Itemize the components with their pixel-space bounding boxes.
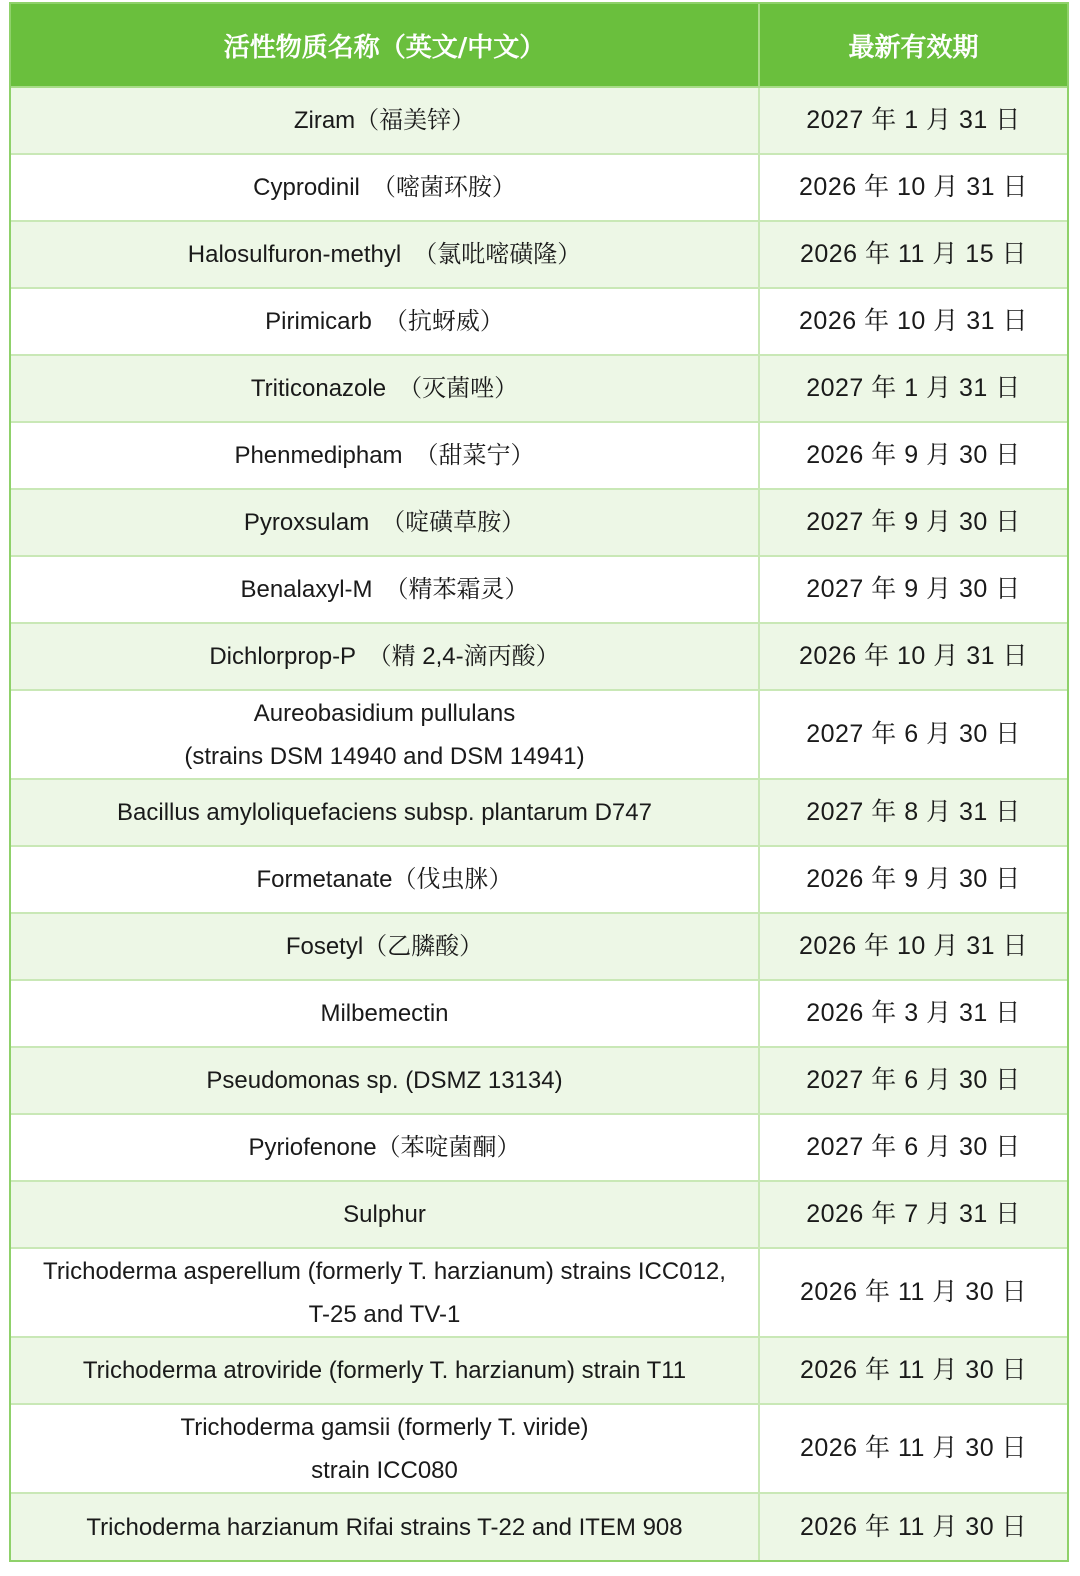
substance-name-line: Bacillus amyloliquefaciens subsp. plantarum D747 (117, 799, 652, 826)
substance-name-line: Halosulfuron-methyl （氯吡嘧磺隆） (187, 241, 582, 268)
expiry-date-cell: 2026 年 10 月 31 日 (759, 913, 1067, 980)
substance-name-cell (11, 355, 759, 422)
expiry-date-cell: 2026 年 3 月 31 日 (759, 980, 1067, 1047)
substance-name-line: Benalaxyl-M （精苯霜灵） (240, 576, 529, 603)
table-row (11, 154, 1067, 221)
table-row (11, 1404, 1067, 1493)
header-row (11, 4, 1067, 87)
table-row (11, 87, 1067, 154)
table-row (11, 779, 1067, 846)
table-header (11, 4, 1067, 87)
substance-name-line: Pirimicarb （抗蚜威） (265, 308, 504, 335)
substance-name-line: Trichoderma harzianum Rifai strains T-22 and ITEM 908 (86, 1513, 683, 1541)
substance-name-line: Trichoderma gamsii (formerly T. viride) (180, 1413, 589, 1441)
expiry-date-cell: 2026 年 9 月 30 日 (759, 846, 1067, 913)
substance-name-cell (11, 422, 759, 489)
active-substance-table (11, 4, 1067, 1560)
table-row (11, 1493, 1067, 1560)
substance-name-line: Triticonazole （灭菌唑） (250, 375, 519, 402)
table-row (11, 1047, 1067, 1114)
substance-name-line: Trichoderma asperellum (formerly T. harzianum) strains ICC012, (43, 1257, 726, 1285)
substance-name-cell (11, 87, 759, 154)
table-row (11, 489, 1067, 556)
table-row (11, 556, 1067, 623)
substance-name-cell (11, 779, 759, 846)
substance-name-line: Fosetyl（乙膦酸） (285, 933, 484, 960)
substance-name-cell (11, 913, 759, 980)
expiry-date-cell: 2027 年 9 月 30 日 (759, 489, 1067, 556)
expiry-date-cell: 2027 年 1 月 31 日 (759, 87, 1067, 154)
substance-name-line: Phenmedipham （甜菜宁） (234, 442, 535, 469)
expiry-date-cell: 2027 年 1 月 31 日 (759, 355, 1067, 422)
expiry-date-cell: 2026 年 10 月 31 日 (759, 154, 1067, 221)
substance-name-cell (11, 1337, 759, 1404)
header-expiry-date: 最新有效期 (759, 4, 1067, 87)
header-substance-name: 活性物质名称（英文/中文） (11, 4, 759, 87)
substance-name-cell (11, 1114, 759, 1181)
table-row (11, 221, 1067, 288)
table-row (11, 1337, 1067, 1404)
substance-name-line: Cyprodinil （嘧菌环胺） (253, 174, 516, 201)
substance-name-line: Formetanate（伐虫脒） (256, 866, 513, 893)
substance-name-line: Sulphur (343, 1201, 426, 1228)
substance-name-cell (11, 1404, 759, 1493)
table-row (11, 1248, 1067, 1337)
substance-name-line: Trichoderma atroviride (formerly T. harzianum) strain T11 (82, 1357, 687, 1384)
expiry-date-cell: 2026 年 11 月 30 日 (759, 1404, 1067, 1493)
expiry-date-cell: 2027 年 8 月 31 日 (759, 779, 1067, 846)
expiry-date-cell: 2027 年 6 月 30 日 (759, 690, 1067, 779)
expiry-date-cell: 2026 年 11 月 15 日 (759, 221, 1067, 288)
table-body (11, 87, 1067, 1560)
expiry-date-cell: 2026 年 9 月 30 日 (759, 422, 1067, 489)
substance-name-cell (11, 623, 759, 690)
table-row (11, 980, 1067, 1047)
substance-name-cell (11, 221, 759, 288)
table-row (11, 1181, 1067, 1248)
substance-name-cell (11, 288, 759, 355)
substance-name-cell (11, 1181, 759, 1248)
expiry-date-cell: 2027 年 6 月 30 日 (759, 1114, 1067, 1181)
expiry-date-cell: 2026 年 10 月 31 日 (759, 288, 1067, 355)
active-substance-table-frame (9, 2, 1069, 1562)
substance-name-cell (11, 556, 759, 623)
expiry-date-cell: 2026 年 11 月 30 日 (759, 1493, 1067, 1560)
substance-name-line: Aureobasidium pullulans (253, 699, 516, 727)
table-row (11, 913, 1067, 980)
substance-name-line: Pyriofenone（苯啶菌酮） (248, 1134, 521, 1161)
substance-name-line: Dichlorprop-P （精 2,4-滴丙酸） (209, 643, 560, 670)
substance-name-line: Pseudomonas sp. (DSMZ 13134) (206, 1067, 563, 1094)
expiry-date-cell: 2026 年 11 月 30 日 (759, 1337, 1067, 1404)
substance-name-cell (11, 1493, 759, 1560)
table-row (11, 846, 1067, 913)
substance-name-line: T-25 and TV-1 (308, 1300, 461, 1328)
substance-name-cell (11, 489, 759, 556)
substance-name-cell (11, 1248, 759, 1337)
substance-name-line: strain ICC080 (311, 1456, 458, 1484)
table-row (11, 422, 1067, 489)
expiry-date-cell: 2026 年 7 月 31 日 (759, 1181, 1067, 1248)
substance-name-line: Milbemectin (320, 1000, 449, 1027)
expiry-date-cell: 2027 年 6 月 30 日 (759, 1047, 1067, 1114)
substance-name-cell (11, 690, 759, 779)
substance-name-cell (11, 1047, 759, 1114)
table-row (11, 1114, 1067, 1181)
substance-name-line: Pyroxsulam （啶磺草胺） (243, 509, 526, 536)
expiry-date-cell: 2027 年 9 月 30 日 (759, 556, 1067, 623)
substance-name-cell (11, 846, 759, 913)
substance-name-cell (11, 980, 759, 1047)
table-row (11, 623, 1067, 690)
expiry-date-cell: 2026 年 11 月 30 日 (759, 1248, 1067, 1337)
substance-name-line: Ziram（福美锌） (293, 107, 476, 134)
table-row (11, 355, 1067, 422)
table-row (11, 288, 1067, 355)
substance-name-cell (11, 154, 759, 221)
expiry-date-cell: 2026 年 10 月 31 日 (759, 623, 1067, 690)
table-row (11, 690, 1067, 779)
substance-name-line: (strains DSM 14940 and DSM 14941) (184, 742, 585, 770)
